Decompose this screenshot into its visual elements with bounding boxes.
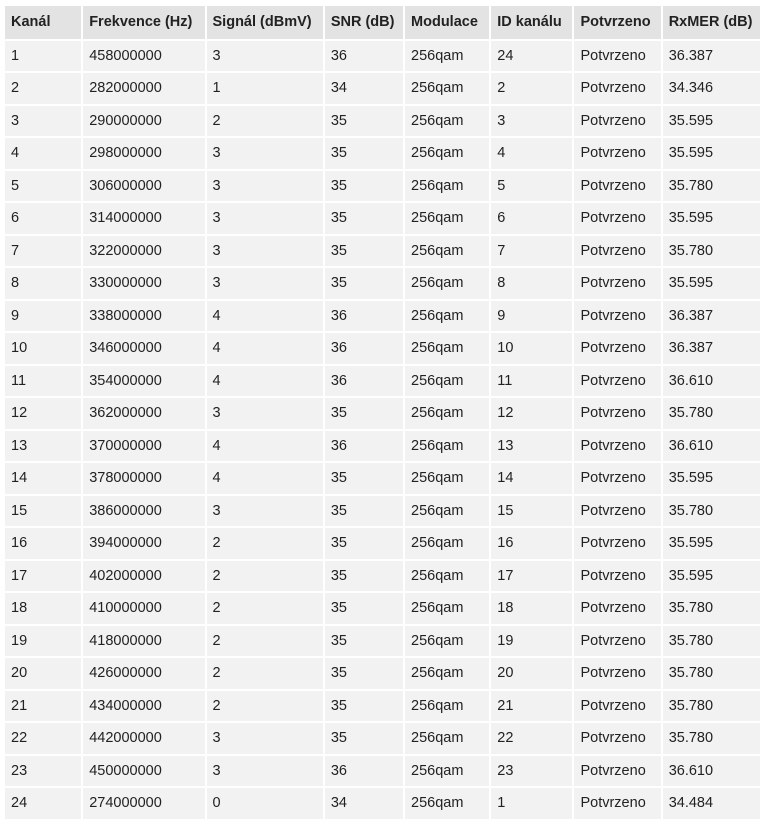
cell-locked: Potvrzeno (574, 593, 660, 624)
cell-snr: 35 (325, 138, 403, 169)
cell-modulation: 256qam (405, 301, 489, 332)
cell-signal: 3 (207, 236, 323, 267)
cell-signal: 0 (207, 788, 323, 819)
column-header-signal: Signál (dBmV) (207, 6, 323, 39)
table-row (5, 756, 760, 787)
column-header-channel-id: ID kanálu (491, 6, 572, 39)
cell-signal: 2 (207, 626, 323, 657)
cell-locked: Potvrzeno (574, 691, 660, 722)
cell-channel-id: 13 (491, 431, 572, 462)
column-header-locked: Potvrzeno (574, 6, 660, 39)
cell-channel: 8 (5, 268, 81, 299)
cell-rxmer: 35.780 (663, 171, 760, 202)
cell-snr: 36 (325, 756, 403, 787)
cell-modulation: 256qam (405, 561, 489, 592)
cell-frequency: 394000000 (83, 528, 204, 559)
cell-rxmer: 34.484 (663, 788, 760, 819)
cell-modulation: 256qam (405, 138, 489, 169)
cell-frequency: 314000000 (83, 203, 204, 234)
cell-channel-id: 11 (491, 366, 572, 397)
cell-modulation: 256qam (405, 528, 489, 559)
cell-rxmer: 36.387 (663, 301, 760, 332)
cell-snr: 34 (325, 788, 403, 819)
cell-signal: 4 (207, 463, 323, 494)
cell-snr: 35 (325, 203, 403, 234)
cell-snr: 36 (325, 366, 403, 397)
cell-rxmer: 35.780 (663, 691, 760, 722)
cell-modulation: 256qam (405, 236, 489, 267)
cell-signal: 2 (207, 106, 323, 137)
cell-frequency: 434000000 (83, 691, 204, 722)
cell-rxmer: 35.595 (663, 561, 760, 592)
cell-signal: 3 (207, 268, 323, 299)
cell-channel-id: 14 (491, 463, 572, 494)
table-header-row (5, 6, 760, 39)
cell-rxmer: 36.610 (663, 366, 760, 397)
cell-locked: Potvrzeno (574, 463, 660, 494)
cell-channel: 12 (5, 398, 81, 429)
table-row (5, 691, 760, 722)
cell-signal: 4 (207, 431, 323, 462)
cell-channel-id: 21 (491, 691, 572, 722)
cell-channel: 22 (5, 723, 81, 754)
table-row (5, 626, 760, 657)
cell-modulation: 256qam (405, 73, 489, 104)
cell-snr: 35 (325, 691, 403, 722)
cell-signal: 2 (207, 561, 323, 592)
cell-rxmer: 35.780 (663, 658, 760, 689)
table-body (5, 41, 760, 819)
cell-modulation: 256qam (405, 463, 489, 494)
cell-signal: 3 (207, 41, 323, 72)
cell-locked: Potvrzeno (574, 106, 660, 137)
cell-locked: Potvrzeno (574, 496, 660, 527)
cell-channel: 21 (5, 691, 81, 722)
cell-channel: 3 (5, 106, 81, 137)
cell-signal: 4 (207, 333, 323, 364)
table-row (5, 593, 760, 624)
table-row (5, 73, 760, 104)
cell-snr: 35 (325, 528, 403, 559)
cell-channel-id: 5 (491, 171, 572, 202)
table-row (5, 528, 760, 559)
cell-frequency: 306000000 (83, 171, 204, 202)
cell-channel: 1 (5, 41, 81, 72)
cell-channel-id: 15 (491, 496, 572, 527)
cell-channel: 17 (5, 561, 81, 592)
cell-locked: Potvrzeno (574, 788, 660, 819)
cell-channel: 24 (5, 788, 81, 819)
cell-modulation: 256qam (405, 756, 489, 787)
cell-snr: 34 (325, 73, 403, 104)
cell-signal: 3 (207, 171, 323, 202)
table-row (5, 106, 760, 137)
cell-locked: Potvrzeno (574, 41, 660, 72)
cell-rxmer: 35.595 (663, 463, 760, 494)
cell-channel-id: 18 (491, 593, 572, 624)
table-row (5, 561, 760, 592)
cell-rxmer: 35.595 (663, 268, 760, 299)
cell-frequency: 362000000 (83, 398, 204, 429)
cell-frequency: 402000000 (83, 561, 204, 592)
cell-snr: 36 (325, 301, 403, 332)
cell-snr: 35 (325, 268, 403, 299)
cell-locked: Potvrzeno (574, 138, 660, 169)
cell-frequency: 338000000 (83, 301, 204, 332)
cell-channel: 5 (5, 171, 81, 202)
cell-frequency: 426000000 (83, 658, 204, 689)
cell-frequency: 322000000 (83, 236, 204, 267)
cell-channel-id: 8 (491, 268, 572, 299)
cell-channel-id: 23 (491, 756, 572, 787)
cell-snr: 35 (325, 626, 403, 657)
cell-channel-id: 17 (491, 561, 572, 592)
cell-channel-id: 7 (491, 236, 572, 267)
cell-channel-id: 20 (491, 658, 572, 689)
cell-frequency: 458000000 (83, 41, 204, 72)
cell-frequency: 370000000 (83, 431, 204, 462)
cell-channel: 14 (5, 463, 81, 494)
cell-locked: Potvrzeno (574, 431, 660, 462)
cell-frequency: 418000000 (83, 626, 204, 657)
cell-rxmer: 35.780 (663, 236, 760, 267)
cell-snr: 36 (325, 431, 403, 462)
cell-channel: 9 (5, 301, 81, 332)
table-row (5, 788, 760, 819)
cell-signal: 4 (207, 301, 323, 332)
cell-locked: Potvrzeno (574, 561, 660, 592)
cell-frequency: 290000000 (83, 106, 204, 137)
cell-modulation: 256qam (405, 333, 489, 364)
cell-signal: 2 (207, 528, 323, 559)
cell-channel: 16 (5, 528, 81, 559)
cell-signal: 3 (207, 756, 323, 787)
cell-snr: 35 (325, 561, 403, 592)
table-row (5, 171, 760, 202)
cell-snr: 35 (325, 463, 403, 494)
table-row (5, 431, 760, 462)
cell-channel-id: 10 (491, 333, 572, 364)
cell-channel: 15 (5, 496, 81, 527)
cell-locked: Potvrzeno (574, 73, 660, 104)
cell-signal: 3 (207, 398, 323, 429)
cell-channel-id: 12 (491, 398, 572, 429)
column-header-snr: SNR (dB) (325, 6, 403, 39)
column-header-frequency: Frekvence (Hz) (83, 6, 204, 39)
cell-locked: Potvrzeno (574, 398, 660, 429)
cell-channel: 11 (5, 366, 81, 397)
cell-channel-id: 16 (491, 528, 572, 559)
cell-snr: 35 (325, 171, 403, 202)
cell-signal: 3 (207, 138, 323, 169)
cell-channel: 18 (5, 593, 81, 624)
cell-frequency: 346000000 (83, 333, 204, 364)
cell-channel: 4 (5, 138, 81, 169)
cell-modulation: 256qam (405, 366, 489, 397)
cell-channel: 2 (5, 73, 81, 104)
cell-modulation: 256qam (405, 626, 489, 657)
cell-modulation: 256qam (405, 431, 489, 462)
cell-channel: 7 (5, 236, 81, 267)
cell-modulation: 256qam (405, 106, 489, 137)
cell-signal: 4 (207, 366, 323, 397)
cell-channel-id: 9 (491, 301, 572, 332)
column-header-modulation: Modulace (405, 6, 489, 39)
cell-rxmer: 35.780 (663, 398, 760, 429)
cell-channel-id: 22 (491, 723, 572, 754)
cell-locked: Potvrzeno (574, 626, 660, 657)
cell-frequency: 386000000 (83, 496, 204, 527)
cell-frequency: 298000000 (83, 138, 204, 169)
cell-rxmer: 35.595 (663, 203, 760, 234)
cell-rxmer: 36.387 (663, 333, 760, 364)
cell-rxmer: 34.346 (663, 73, 760, 104)
cell-modulation: 256qam (405, 41, 489, 72)
cell-rxmer: 35.595 (663, 106, 760, 137)
cell-frequency: 378000000 (83, 463, 204, 494)
cell-frequency: 354000000 (83, 366, 204, 397)
cell-rxmer: 35.780 (663, 626, 760, 657)
cell-frequency: 282000000 (83, 73, 204, 104)
cell-snr: 35 (325, 658, 403, 689)
table-row (5, 658, 760, 689)
cell-channel-id: 24 (491, 41, 572, 72)
cell-locked: Potvrzeno (574, 268, 660, 299)
cell-signal: 2 (207, 593, 323, 624)
cell-snr: 36 (325, 333, 403, 364)
table-row (5, 463, 760, 494)
table-row (5, 41, 760, 72)
cell-channel: 20 (5, 658, 81, 689)
cell-snr: 36 (325, 41, 403, 72)
cell-frequency: 450000000 (83, 756, 204, 787)
cell-signal: 3 (207, 496, 323, 527)
cell-modulation: 256qam (405, 723, 489, 754)
table-row (5, 268, 760, 299)
cell-snr: 35 (325, 236, 403, 267)
cell-frequency: 442000000 (83, 723, 204, 754)
table-row (5, 301, 760, 332)
cell-locked: Potvrzeno (574, 756, 660, 787)
table-row (5, 496, 760, 527)
cell-signal: 3 (207, 723, 323, 754)
cell-channel: 13 (5, 431, 81, 462)
cell-locked: Potvrzeno (574, 236, 660, 267)
cell-modulation: 256qam (405, 593, 489, 624)
cell-locked: Potvrzeno (574, 301, 660, 332)
table-row (5, 398, 760, 429)
cell-modulation: 256qam (405, 171, 489, 202)
cell-signal: 3 (207, 203, 323, 234)
cell-modulation: 256qam (405, 691, 489, 722)
cell-rxmer: 35.595 (663, 528, 760, 559)
cell-modulation: 256qam (405, 268, 489, 299)
cell-rxmer: 36.387 (663, 41, 760, 72)
table-row (5, 366, 760, 397)
cell-snr: 35 (325, 593, 403, 624)
cell-signal: 2 (207, 691, 323, 722)
cell-modulation: 256qam (405, 203, 489, 234)
cell-channel: 6 (5, 203, 81, 234)
table-row (5, 138, 760, 169)
cell-locked: Potvrzeno (574, 171, 660, 202)
cell-frequency: 330000000 (83, 268, 204, 299)
table-row (5, 333, 760, 364)
cell-locked: Potvrzeno (574, 203, 660, 234)
cell-modulation: 256qam (405, 658, 489, 689)
cell-snr: 35 (325, 496, 403, 527)
cell-modulation: 256qam (405, 788, 489, 819)
table-row (5, 723, 760, 754)
cell-rxmer: 35.780 (663, 593, 760, 624)
cell-locked: Potvrzeno (574, 366, 660, 397)
cell-snr: 35 (325, 398, 403, 429)
cell-channel-id: 1 (491, 788, 572, 819)
cell-signal: 1 (207, 73, 323, 104)
cell-locked: Potvrzeno (574, 658, 660, 689)
cell-channel-id: 4 (491, 138, 572, 169)
cell-rxmer: 35.595 (663, 138, 760, 169)
cell-snr: 35 (325, 723, 403, 754)
cell-rxmer: 35.780 (663, 723, 760, 754)
cell-snr: 35 (325, 106, 403, 137)
cell-locked: Potvrzeno (574, 333, 660, 364)
cell-channel-id: 2 (491, 73, 572, 104)
cell-channel: 10 (5, 333, 81, 364)
cell-channel-id: 6 (491, 203, 572, 234)
cell-signal: 2 (207, 658, 323, 689)
cell-rxmer: 35.780 (663, 496, 760, 527)
column-header-channel: Kanál (5, 6, 81, 39)
column-header-rxmer: RxMER (dB) (663, 6, 760, 39)
cell-locked: Potvrzeno (574, 528, 660, 559)
downstream-channels-table (3, 4, 762, 821)
cell-channel: 19 (5, 626, 81, 657)
cell-rxmer: 36.610 (663, 756, 760, 787)
table-row (5, 236, 760, 267)
cell-rxmer: 36.610 (663, 431, 760, 462)
cell-locked: Potvrzeno (574, 723, 660, 754)
table-row (5, 203, 760, 234)
cell-frequency: 410000000 (83, 593, 204, 624)
cell-channel: 23 (5, 756, 81, 787)
cell-channel-id: 3 (491, 106, 572, 137)
cell-modulation: 256qam (405, 496, 489, 527)
cell-channel-id: 19 (491, 626, 572, 657)
cell-frequency: 274000000 (83, 788, 204, 819)
cell-modulation: 256qam (405, 398, 489, 429)
